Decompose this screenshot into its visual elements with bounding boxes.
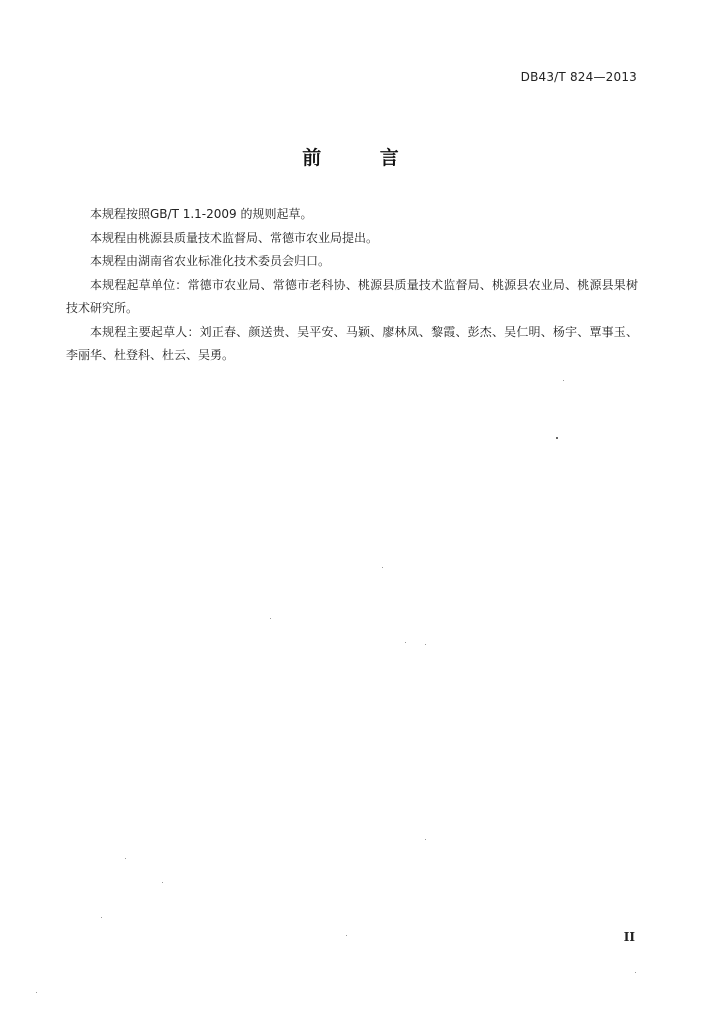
page-title: 前 言 <box>302 147 425 169</box>
foreword-body <box>66 203 638 368</box>
scan-speck <box>382 567 383 568</box>
paragraph-drafting-rules: 本规程按照GB/T 1.1-2009 的规则起草。 <box>90 207 313 221</box>
scan-speck <box>101 917 102 918</box>
scan-speck <box>635 972 636 973</box>
scan-speck <box>425 644 426 645</box>
scan-speck <box>405 642 406 643</box>
scan-speck <box>425 839 426 840</box>
scan-speck <box>563 380 564 381</box>
standard-code: DB43/T 824—2013 <box>520 70 637 84</box>
paragraph-drafting-units: 本规程起草单位：常德市农业局、常德市老科协、桃源县质量技术监督局、桃源县农业局、桃源县果树技术研究所。 <box>66 277 638 315</box>
paragraph-drafters: 本规程主要起草人：刘正春、颜送贵、吴平安、马颖、廖林凤、黎霞、彭杰、吴仁明、杨宇、覃事玉、李丽华、杜登科、杜云、吴勇。 <box>66 324 638 362</box>
scan-speck <box>270 618 271 619</box>
paragraph-proposer: 本规程由桃源县质量技术监督局、常德市农业局提出。 <box>90 230 379 245</box>
scan-speck <box>125 858 126 859</box>
scan-speck <box>162 882 163 883</box>
page-number: II <box>623 930 635 944</box>
scan-speck <box>346 935 347 936</box>
scan-speck <box>556 437 558 439</box>
paragraph-centralized-unit: 本规程由湖南省农业标准化技术委员会归口。 <box>90 254 331 268</box>
scan-speck <box>36 992 37 993</box>
